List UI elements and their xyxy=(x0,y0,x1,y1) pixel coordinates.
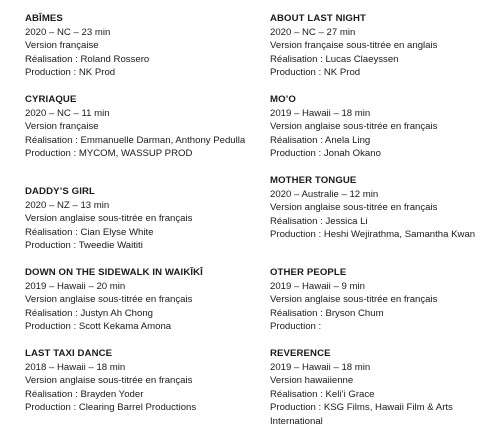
film-info: 2020 – NC – 23 min xyxy=(25,26,111,38)
film-title: ABÎMES xyxy=(25,13,63,24)
film-production: Production : KSG Films, Hawaii Film & Arts International xyxy=(270,402,453,427)
film-entry-other-people xyxy=(270,266,492,334)
film-info: 2019 – Hawaii – 18 min xyxy=(270,107,371,119)
film-entry-daddys-girl xyxy=(25,185,247,253)
film-entry-last-taxi-dance xyxy=(25,347,247,415)
film-production: Production : xyxy=(270,321,322,333)
film-production: Production : Jonah Okano xyxy=(270,148,381,160)
film-realisation: Réalisation : Roland Rossero xyxy=(25,53,150,65)
film-realisation: Réalisation : Keli’i Grace xyxy=(270,388,375,400)
film-production: Production : NK Prod xyxy=(270,67,361,79)
film-info: 2018 – Hawaii – 18 min xyxy=(25,361,126,373)
film-version: Version française xyxy=(25,40,99,52)
film-info: 2019 – Hawaii – 9 min xyxy=(270,280,365,292)
film-entry-down-on-the-sidewalk xyxy=(25,266,247,334)
film-realisation: Réalisation : Brayden Yoder xyxy=(25,388,144,400)
film-production: Production : MYCOM, WASSUP PROD xyxy=(25,148,193,160)
film-entry-moo xyxy=(270,93,492,161)
film-realisation: Réalisation : Cian Elyse White xyxy=(25,226,154,238)
film-version: Version anglaise sous-titrée en français xyxy=(25,213,193,225)
film-production: Production : Heshi Wejirathma, Samantha Kwan xyxy=(270,229,476,241)
film-entry-reverence xyxy=(270,347,492,429)
film-title: DOWN ON THE SIDEWALK IN WAIKĪKĪ xyxy=(25,267,203,278)
film-title: OTHER PEOPLE xyxy=(270,267,347,278)
film-production: Production : Clearing Barrel Productions xyxy=(25,402,197,414)
film-version: Version hawaiienne xyxy=(270,375,354,387)
film-version: Version anglaise sous-titrée en français xyxy=(270,294,438,306)
film-version: Version française sous-titrée en anglais xyxy=(270,40,438,52)
film-title: REVERENCE xyxy=(270,348,331,359)
film-info: 2020 – NC – 27 min xyxy=(270,26,356,38)
film-realisation: Réalisation : Lucas Claeyssen xyxy=(270,53,399,65)
film-info: 2020 – NC – 11 min xyxy=(25,107,110,119)
film-version: Version anglaise sous-titrée en français xyxy=(270,121,438,133)
film-production: Production : Tweedie Waititi xyxy=(25,240,143,252)
film-entry-cyriaque xyxy=(25,93,247,161)
film-entry-abimes xyxy=(25,12,247,80)
film-realisation: Réalisation : Jessica Li xyxy=(270,215,368,227)
film-info: 2019 – Hawaii – 18 min xyxy=(270,361,371,373)
film-title: LAST TAXI DANCE xyxy=(25,348,113,359)
film-realisation: Réalisation : Justyn Ah Chong xyxy=(25,307,153,319)
film-version: Version anglaise sous-titrée en français xyxy=(25,375,193,387)
film-title: DADDY’S GIRL xyxy=(25,186,95,197)
film-entry-mother-tongue xyxy=(270,174,492,242)
film-entry-about-last-night xyxy=(270,12,492,80)
film-realisation: Réalisation : Bryson Chum xyxy=(270,307,384,319)
film-info: 2019 – Hawaii – 20 min xyxy=(25,280,126,292)
film-realisation: Réalisation : Emmanuelle Darman, Anthony Pedulla xyxy=(25,134,246,146)
film-realisation: Réalisation : Anela Ling xyxy=(270,134,371,146)
film-production: Production : Scott Kekama Amona xyxy=(25,321,172,333)
film-version: Version française xyxy=(25,121,99,133)
film-production: Production : NK Prod xyxy=(25,67,116,79)
film-title: ABOUT LAST NIGHT xyxy=(270,13,366,24)
film-info: 2020 – NZ – 13 min xyxy=(25,199,110,211)
film-version: Version anglaise sous-titrée en français xyxy=(270,202,438,214)
film-info: 2020 – Australie – 12 min xyxy=(270,188,379,200)
film-title: MOTHER TONGUE xyxy=(270,175,357,186)
film-title: CYRIAQUE xyxy=(25,94,77,105)
film-version: Version anglaise sous-titrée en français xyxy=(25,294,193,306)
film-title: MO’O xyxy=(270,94,296,105)
